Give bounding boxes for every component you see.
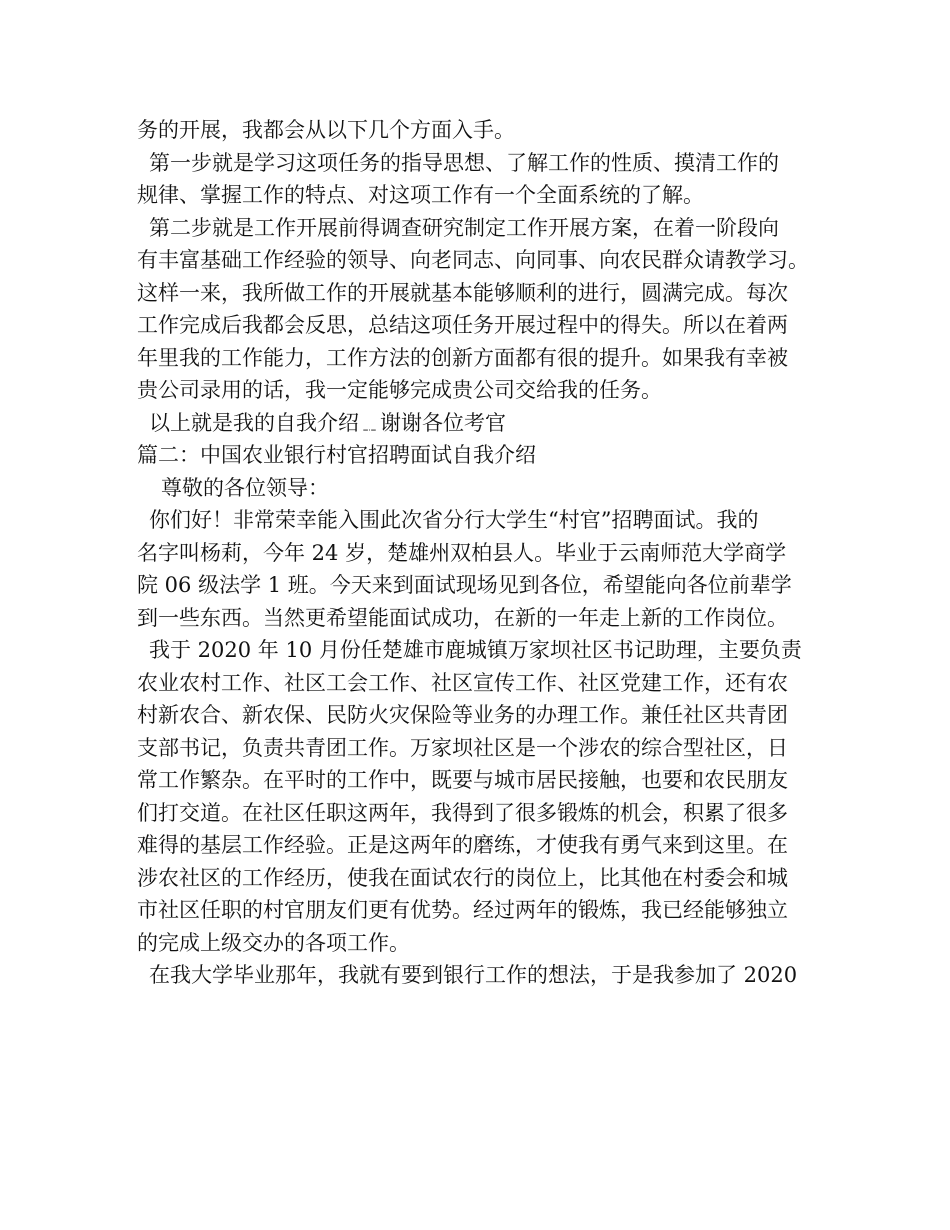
text-line: 常工作繁杂。在平时的工作中，既要与城市居民接触，也要和农民朋友	[137, 768, 788, 792]
text-line: 村新农合、新农保、民防火灾保险等业务的办理工作。兼任社区共青团	[137, 703, 788, 727]
text-line: 规律、掌握工作的特点、对这项工作有一个全面系统的了解。	[137, 183, 704, 207]
text-line: 名字叫杨莉，今年 24 岁，楚雄州双柏县人。毕业于云南师范大学商学	[137, 540, 787, 565]
text-line: 们打交道。在社区任职这两年，我得到了很多锻炼的机会，积累了很多	[137, 800, 788, 825]
text-line: 贵公司录用的话，我一定能够完成贵公司交给我的任务。	[137, 378, 662, 402]
text-line: 在我大学毕业那年，我就有要到银行工作的想法，于是我参加了 2020	[149, 963, 798, 987]
text-line: 农业农村工作、社区工会工作、社区宣传工作、社区党建工作，还有农	[137, 670, 788, 695]
text-line: 你们好！非常荣幸能入围此次省分行大学生“村官”招聘面试。我的	[149, 508, 759, 532]
text-line: 到一些东西。当然更希望能面试成功，在新的一年走上新的工作岗位。	[137, 605, 788, 630]
text-line: 有丰富基础工作经验的领导、向老同志、向同事、向农民群众请教学习。	[137, 248, 809, 272]
text-line: 以上就是我的自我介绍﹎谢谢各位考官	[149, 410, 506, 435]
text-line: 我于 2020 年 10 月份任楚雄市鹿城镇万家坝社区书记助理，主要负责	[149, 638, 802, 662]
text-line: 院 06 级法学 1 班。今天来到面试现场见到各位，希望能向各位前辈学	[137, 573, 792, 597]
text-line: 第一步就是学习这项任务的指导思想、了解工作的性质、摸清工作的	[149, 150, 779, 175]
text-line: 务的开展，我都会从以下几个方面入手。	[137, 118, 515, 142]
text-line: 这样一来，我所做工作的开展就基本能够顺利的进行，圆满完成。每次	[137, 280, 788, 305]
text-line: 工作完成后我都会反思，总结这项任务开展过程中的得失。所以在着两	[137, 313, 788, 337]
document-body	[137, 114, 827, 992]
text-line: 的完成上级交办的各项工作。	[137, 930, 410, 955]
text-line: 年里我的工作能力，工作方法的创新方面都有很的提升。如果我有幸被	[137, 345, 788, 370]
text-line: 市社区任职的村官朋友们更有优势。经过两年的锻炼，我已经能够独立	[137, 898, 788, 922]
text-line: 尊敬的各位领导：	[161, 475, 329, 500]
text-line: 第二步就是工作开展前得调查研究制定工作开展方案，在着一阶段向	[149, 215, 779, 240]
text-line: 篇二：中国农业银行村官招聘面试自我介绍	[137, 443, 536, 467]
text-line: 支部书记，负责共青团工作。万家坝社区是一个涉农的综合型社区，日	[137, 735, 788, 760]
text-line: 难得的基层工作经验。正是这两年的磨练，才使我有勇气来到这里。在	[137, 833, 788, 857]
text-line: 涉农社区的工作经历，使我在面试农行的岗位上，比其他在村委会和城	[137, 865, 788, 890]
